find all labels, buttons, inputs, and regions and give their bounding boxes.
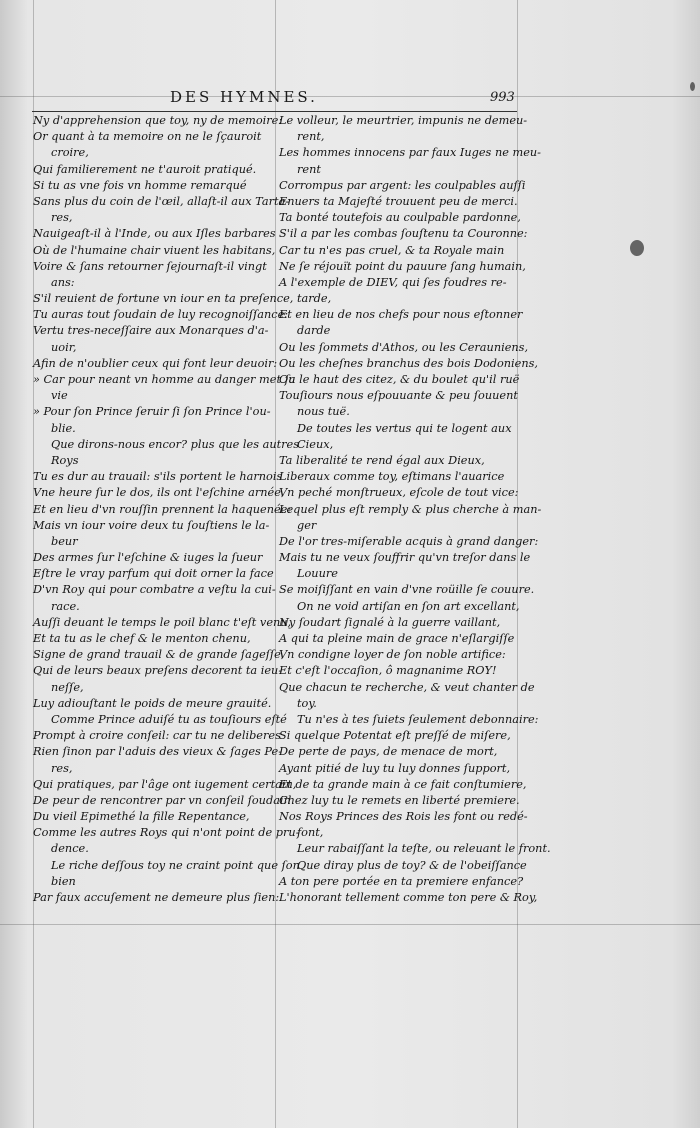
- verse-line: Comme les autres Roys qui n'ont point de pru-: [33, 826, 300, 840]
- verse-line: Lequel plus eſt remply & plus cherche à man-: [279, 502, 542, 516]
- verse-line: Corrompus par argent: les coulpables auſſi: [279, 178, 526, 192]
- verse-line: Auſſi deuant le temps le poil blanc t'eſt venu,: [33, 615, 292, 629]
- verse-line: Ne ſe réjouït point du pauure ſang humain,: [279, 259, 526, 273]
- verse-line: » Pour ſon Prince ſeruir ſi ſon Prince l'ou-: [33, 405, 271, 419]
- verse-line: Ny ſoudart ſignalé à la guerre vaillant,: [279, 615, 501, 629]
- verse-line: Tu auras tout ſoudain de luy recognoiſſance:: [33, 308, 289, 322]
- verse-line: Qui pratiques, par l'âge ont iugement certain,: [33, 777, 297, 791]
- verse-line: Vne heure ſur le dos, ils ont l'eſchine arnée,: [33, 486, 285, 500]
- verse-line: Ou les ſommets d'Athos, ou les Cerauniens,: [279, 340, 529, 354]
- verse-line: res,: [51, 761, 73, 775]
- verse-line: Sans plus du coin de l'œil, allaſt-il aux Tarta-: [33, 194, 290, 208]
- verse-line: L'honorant tellement comme ton pere & Roy,: [279, 891, 538, 904]
- verse-line: Afin de n'oublier ceux qui font leur deuoir:: [33, 356, 278, 370]
- verse-line: S'il a par les combas ſouſtenu ta Couronne:: [279, 227, 528, 241]
- verse-line: Or quant à ta memoire on ne le ſçauroit: [33, 130, 262, 144]
- verse-line: Liberaux comme toy, eſtimans l'auarice: [279, 470, 505, 484]
- verse-line: Roys: [51, 453, 79, 467]
- verse-line: Et en lieu de nos chefs pour nous eſtonner: [279, 308, 523, 322]
- verse-line: toy.: [297, 696, 317, 710]
- verse-line: On ne void artiſan en ſon art excellant,: [297, 599, 520, 613]
- verse-line: De perte de pays, de menace de mort,: [279, 745, 498, 759]
- verse-line: rent,: [297, 130, 325, 144]
- verse-line: Nos Roys Princes des Rois les font ou redé-: [279, 810, 528, 824]
- verse-line: Par faux accuſement ne demeure plus ſien:: [33, 891, 280, 904]
- verse-line: tarde,: [297, 292, 332, 306]
- verse-line: rent: [297, 162, 321, 176]
- verse-line: vie: [51, 389, 68, 403]
- verse-line: font,: [297, 826, 324, 840]
- verse-line: A l'exemple de DIEV, qui ſes foudres re-: [279, 275, 507, 289]
- right-text-column: [279, 113, 551, 906]
- verse-line: Cieux,: [297, 437, 334, 451]
- ink-stain: [690, 82, 695, 91]
- verse-line: Ta liberalité te rend égal aux Dieux,: [279, 453, 485, 467]
- verse-line: race.: [51, 599, 80, 613]
- verse-line: Du vieil Epimethé la fille Repentance,: [33, 810, 250, 824]
- verse-line: Mais tu ne veux ſouffrir qu'vn treſor dans le: [279, 551, 531, 565]
- fold-line: [0, 924, 700, 925]
- verse-line: Tu es dur au trauail: s'ils portent le harnois: [33, 470, 283, 484]
- verse-line: Que dirons-nous encor? plus que les autres: [51, 437, 300, 451]
- chain-line: [275, 0, 276, 1128]
- verse-line: Les hommes innocens par faux Iuges ne meu-: [279, 146, 541, 160]
- verse-line: De peur de rencontrer par vn conſeil ſoudain: [33, 793, 291, 807]
- ink-stain: [630, 240, 644, 256]
- verse-line: darde: [297, 324, 331, 338]
- verse-line: » Car pour neant vn homme au danger met ſa: [33, 373, 296, 386]
- verse-line: Comme Prince aduiſé tu as touſiours eſté: [51, 712, 287, 726]
- verse-line: Nauigeaſt-il à l'Inde, ou aux Iſles barbares: [33, 227, 276, 241]
- verse-line: Eſtre le vray parfum qui doit orner la face: [33, 567, 274, 581]
- verse-line: De l'or tres-miſerable acquis à grand danger:: [279, 534, 539, 548]
- verse-line: A ton pere portée en ta premiere enfance?: [279, 874, 524, 888]
- verse-line: Que diray plus de toy? & de l'obeiſſance: [297, 858, 527, 872]
- verse-line: Enuers ta Majeſté trouuent peu de merci.: [279, 194, 518, 208]
- verse-line: neſſe,: [51, 680, 84, 694]
- page-number: 993: [490, 90, 515, 105]
- verse-line: Le volleur, le meurtrier, impunis ne demeu-: [279, 114, 528, 127]
- verse-line: uoir,: [51, 340, 77, 354]
- verse-line: Mais vn iour voire deux tu ſouſtiens le la-: [33, 518, 270, 532]
- verse-line: Chez luy tu le remets en liberté premiere.: [279, 793, 520, 807]
- verse-line: Ou le haut des citez, & du boulet qu'il ruë: [279, 373, 520, 386]
- verse-line: Leur rabaiſſant la teſte, ou releuant le front.: [297, 842, 551, 856]
- verse-line: A qui ta pleine main de grace n'eſlargiſſe: [279, 632, 515, 645]
- verse-line: Où de l'humaine chair viuent les habitans,: [33, 243, 276, 257]
- verse-line: Car tu n'es pas cruel, & ta Royale main: [279, 243, 505, 257]
- verse-line: Qui de leurs beaux preſens decorent ta ieu-: [33, 664, 283, 678]
- verse-line: ger: [297, 518, 317, 532]
- verse-line: bien: [51, 874, 76, 888]
- verse-line: Et en lieu d'vn rouſſin prennent la haquenée:: [33, 502, 292, 516]
- verse-line: croire,: [51, 146, 89, 160]
- verse-line: Se moiſiſſant en vain d'vne roüille ſe couure.: [279, 583, 535, 597]
- verse-line: Signe de grand trauail & de grande ſageſſe,: [33, 648, 285, 662]
- verse-line: res,: [51, 211, 73, 225]
- verse-line: ans:: [51, 275, 75, 289]
- verse-line: Ta bonté toutefois au coulpable pardonne,: [279, 211, 521, 225]
- verse-line: Rien ſinon par l'aduis des vieux & ſages Pe-: [33, 745, 283, 759]
- running-title: DES HYMNES.: [170, 88, 318, 106]
- verse-line: Vn peché monſtrueux, eſcole de tout vice:: [279, 486, 519, 500]
- verse-line: Ny d'apprehension que toy, ny de memoire:: [33, 114, 283, 127]
- verse-line: Et ta tu as le chef & le menton chenu,: [33, 632, 251, 645]
- verse-line: Si quelque Potentat eſt preſſé de miſere,: [279, 729, 511, 743]
- verse-line: Luy adiouſtant le poids de meure grauité.: [33, 696, 272, 710]
- verse-line: Des armes ſur l'eſchine & iuges la ſueur: [33, 551, 263, 565]
- verse-line: dence.: [51, 842, 89, 856]
- verse-line: Vertu tres-neceſſaire aux Monarques d'a-: [33, 324, 269, 338]
- verse-line: Qui familierement ne t'auroit pratiqué.: [33, 162, 257, 176]
- verse-line: Ou les cheſnes branchus des bois Dodoniens,: [279, 356, 539, 370]
- verse-line: Et c'eſt l'occaſion, ô magnanime ROY!: [279, 664, 497, 678]
- verse-line: S'il reuient de fortune vn iour en ta preſence,: [33, 292, 294, 306]
- verse-line: Prompt à croire conſeil: car tu ne deliberes: [33, 729, 281, 743]
- verse-line: Que chacun te recherche, & veut chanter de: [279, 680, 535, 694]
- verse-line: D'vn Roy qui pour combatre a veſtu la cui-: [33, 583, 276, 597]
- verse-line: Ayant pitié de luy tu luy donnes ſupport,: [279, 761, 511, 775]
- left-text-column: [33, 113, 300, 906]
- verse-line: De toutes les vertus qui te logent aux: [297, 421, 512, 435]
- verse-line: Vn condigne loyer de ſon noble artifice:: [279, 648, 506, 662]
- verse-line: Si tu as vne fois vn homme remarqué: [33, 178, 247, 192]
- header-rule: [32, 111, 517, 112]
- verse-line: Louure: [297, 567, 338, 581]
- verse-line: Voire & ſans retourner ſejournaſt-il vingt: [33, 259, 267, 273]
- verse-line: Le riche deſſous toy ne craint point que ſon: [51, 858, 300, 872]
- verse-line: Et de ta grande main à ce fait conſtumiere,: [279, 777, 527, 791]
- verse-line: nous tuë.: [297, 405, 350, 419]
- verse-line: Tu n'es à tes ſuiets ſeulement debonnaire:: [297, 712, 539, 726]
- verse-line: blie.: [51, 421, 76, 435]
- verse-line: beur: [51, 534, 78, 548]
- verse-line: Touſiours nous eſpouuante & peu ſouuent: [279, 389, 518, 403]
